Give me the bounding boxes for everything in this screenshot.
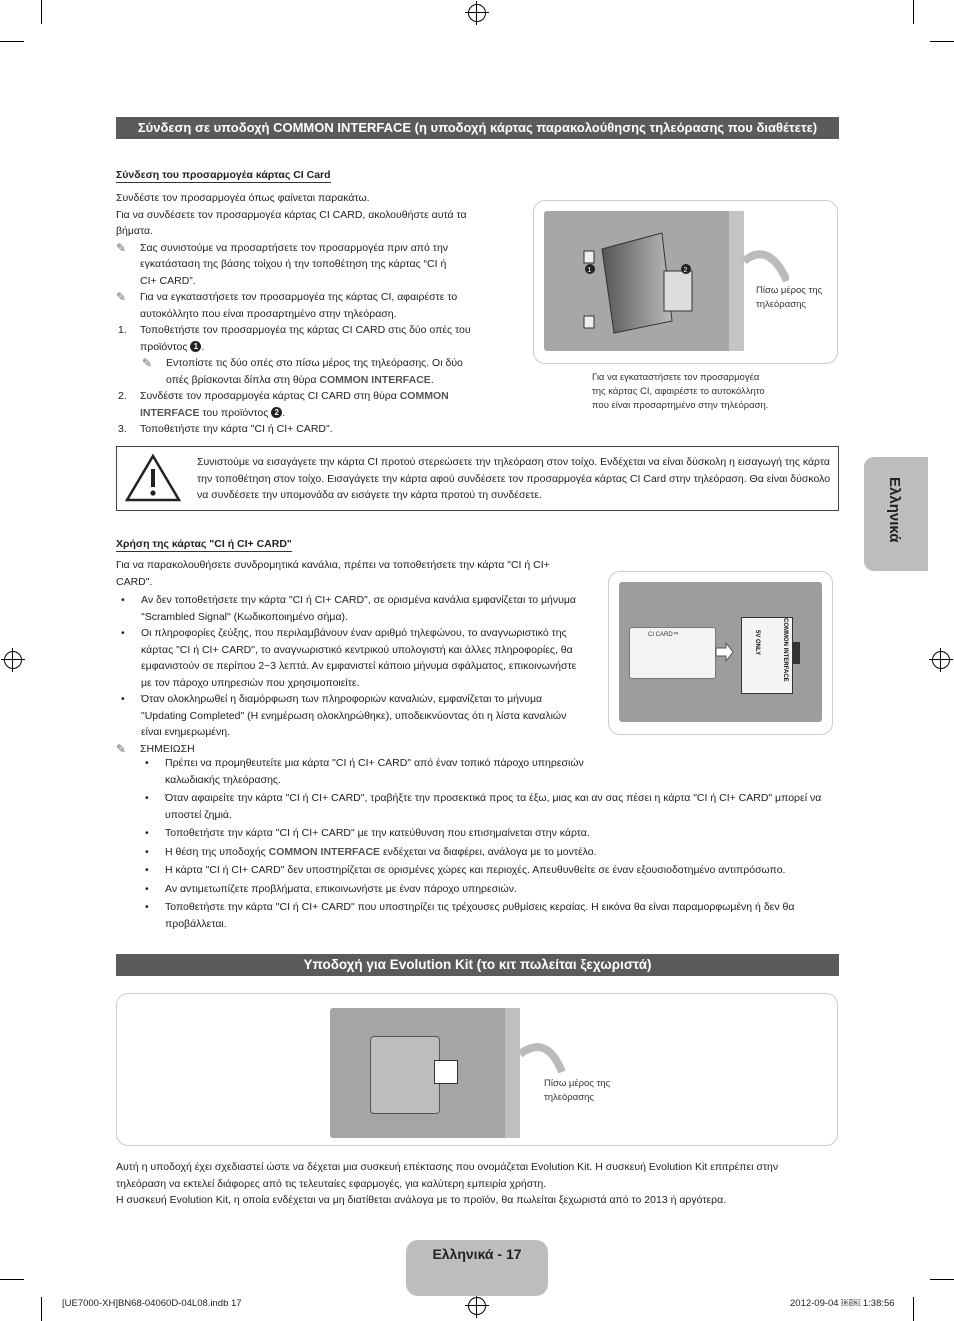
page-number: Ελληνικά - 17: [432, 1246, 522, 1262]
port-name: INTERFACE: [140, 406, 200, 419]
print-file-label: [UE7000-XH]BN68-04060D-04L08.indb 17: [62, 1298, 242, 1309]
list-item: • Η κάρτα "CI ή CI+ CARD" δεν υποστηρίζεται σε ορισμένες χώρες και περιοχές. Απευθυνθείτε σε έναν εξουσιοδοτημένο αντιπρόσωπο.: [140, 862, 840, 879]
port-label: 5V ONLY: [754, 630, 760, 656]
ci-card-icon: [629, 627, 716, 679]
common-interface-port: [741, 617, 793, 694]
note-label: ΣΗΜΕΙΩΣΗ: [140, 742, 195, 755]
arrow-right-icon: [714, 642, 734, 662]
tv-back-illustration: [544, 211, 744, 351]
section-title-common-interface: Σύνδεση σε υποδοχή COMMON INTERFACE (η υποδοχή κάρτας παρακολούθησης τηλεόρασης που διαθέτετε): [116, 117, 839, 139]
section3-body: [116, 1159, 841, 1209]
crop-mark: [913, 1297, 914, 1321]
paragraph: βήματα.: [116, 225, 153, 237]
registration-mark-icon: [468, 1297, 486, 1315]
step-badge: 1: [190, 341, 201, 352]
step-text: Συνδέστε τον προσαρμογέα κάρτας CI CARD στη θύρα: [140, 390, 397, 402]
note-item: [116, 240, 476, 290]
port-label: COMMON INTERFACE: [782, 618, 788, 682]
paragraph: Η συσκευή Evolution Kit, η οποία ενδέχεται να μη διατίθεται ανάλογα με το προϊόν, θα πωλείται ξεχωριστά από το 2013 ή αργότερα.: [116, 1194, 727, 1206]
crop-mark: [930, 1279, 954, 1280]
paragraph: CARD".: [116, 575, 153, 588]
note-text: Για να εγκαταστήσετε τον προσαρμογέα της κάρτας CI, αφαιρέστε το: [140, 291, 458, 303]
registration-mark-icon: [932, 651, 950, 669]
crop-mark: [913, 0, 914, 24]
list-item: [140, 844, 840, 861]
note-icon: ✎: [116, 741, 127, 756]
paragraph: Για να συνδέσετε τον προσαρμογέα κάρτας CI CARD, ακολουθήστε αυτά τα: [116, 208, 467, 221]
step-1: 1. Τοποθετήστε τον προσαρμογέα της κάρτας CI CARD στις δύο οπές του προϊόντος 1 . ✎ Εντοπίστε τις δύο οπές στο πίσω μέρος της τηλεόρασης. Οι δύο οπές βρίσκονται δίπλα στη θύρα COMMON INTERFACE.: [116, 322, 476, 388]
ci-adapter-illustration-panel: [533, 200, 838, 364]
list-item: • Τοποθετήστε την κάρτα "CI ή CI+ CARD" με την κατεύθυνση που επισημαίνεται στην κάρτα.: [140, 825, 840, 842]
list-item: • Αν αντιμετωπίζετε προβλήματα, επικοινωνήστε με έναν πάροχο υπηρεσιών.: [140, 881, 840, 898]
step-text: Τοποθετήστε τον προσαρμογέα της κάρτας CI CARD στις δύο οπές του: [140, 324, 471, 336]
image-label: Πίσω μέρος της τηλεόρασης: [544, 1078, 611, 1103]
page-number-tab: [406, 1240, 548, 1296]
evolution-kit-illustration-panel: [116, 993, 838, 1146]
caption-line: Για να εγκαταστήσετε τον προσαρμογέα: [592, 372, 760, 383]
note-text: Η θέση της υποδοχής: [165, 845, 266, 858]
subsection-title: Χρήση της κάρτας "CI ή CI+ CARD": [116, 538, 292, 550]
note-text: CI+ CARD”.: [140, 274, 196, 287]
note-text: ενδέχεται να διαφέρει, ανάλογα με το μοντέλο.: [382, 845, 597, 858]
connector-icon: [792, 642, 800, 664]
warning-icon: [125, 453, 181, 503]
subsection-heading-2: [116, 536, 292, 553]
step-number: 3.: [118, 423, 127, 435]
note-item: [116, 289, 476, 322]
evolution-kit-device-icon: [370, 1036, 440, 1114]
step-number: 2.: [118, 390, 127, 402]
step-text: του προϊόντος: [202, 406, 269, 419]
caption-line: της κάρτας CI, αφαιρέστε το αυτοκόλλητο: [592, 386, 765, 397]
step-3: [116, 421, 476, 438]
card-label: CI CARD™: [648, 632, 679, 638]
note-icon: ✎: [116, 290, 127, 304]
image-label: Πίσω μέρος της τηλεόρασης: [756, 285, 823, 310]
port-name: COMMON INTERFACE: [319, 373, 431, 386]
paragraph: τηλεόραση να εκτελεί διάφορες από τις τελευταίες εφαρμογές, για καλύτερη εμπειρία χρήστη.: [116, 1177, 547, 1190]
caption-line: που είναι προσαρτημένο στην τηλεόραση.: [592, 400, 769, 411]
step-text: προϊόντος: [140, 340, 188, 353]
language-side-tab: [864, 457, 928, 571]
note-item: ✎ Εντοπίστε τις δύο οπές στο πίσω μέρος της τηλεόρασης. Οι δύο οπές βρίσκονται δίπλα στη θύρα COMMON INTERFACE.: [140, 355, 476, 388]
section1-body: [116, 190, 476, 438]
note-text: Σας συνιστούμε να προσαρτήσετε τον προσαρμογέα πριν από την: [140, 241, 449, 254]
image-caption: [592, 371, 807, 413]
registration-mark-icon: [4, 651, 22, 669]
note-text: εγκατάσταση της βάσης τοίχου ή την τοποθέτηση της κάρτας “CI ή: [140, 258, 447, 270]
list-item: • Τοποθετήστε την κάρτα "CI ή CI+ CARD" που υποστηρίζει τις τρέχουσες ρυθμίσεις κεραίας. Η εικόνα θα είναι παραμορφωμένη ή δεν θα προβάλλεται.: [140, 899, 840, 932]
registration-mark-icon: [468, 4, 486, 22]
section-title-evolution-kit: Υποδοχή για Evolution Kit (το κιτ πωλείται ξεχωριστά): [116, 954, 839, 976]
list-item: • Όταν αφαιρείτε την κάρτα "CI ή CI+ CARD", τραβήξτε την προσεκτικά προς τα έξω, μιας και αν σας πέσει η κάρτα "CI ή CI+ CARD" μπορεί να υποστεί ζημιά.: [140, 790, 840, 823]
warning-text: Συνιστούμε να εισαγάγετε την κάρτα CI προτού στερεώσετε την τηλεόραση στον τοίχο. Ενδέχεται να είναι δύσκολη η εισαγωγή της κάρτα την τοποθέτηση στον τοίχο. Εισαγάγετε την κάρτα αφού συνδέσετε τον προσαρμογέα κάρτας CI Card στην τηλεόραση. Θα είναι δύσκολο να συνδέσετε την υπομονάδα αν εισάγετε την κάρτα προτού τη συνδέσετε.: [197, 456, 831, 501]
subsection-title: Σύνδεση του προσαρμογέα κάρτας CI Card: [116, 169, 331, 181]
connector-icon: [434, 1060, 458, 1084]
note-icon: ✎: [116, 240, 127, 255]
crop-mark: [0, 1279, 24, 1280]
list-item: • Αν δεν τοποθετήσετε την κάρτα "CI ή CI+ CARD", σε ορισμένα κανάλια εμφανίζεται το μήνυμα "Scrambled Signal" (Κωδικοποιημένο σήμα).: [116, 592, 586, 625]
warning-box: [116, 446, 839, 511]
subsection-heading: [116, 167, 331, 184]
step-badge: 2: [271, 407, 282, 418]
crop-mark: [930, 41, 954, 42]
print-date-label: 2012-09-04 ￼￼ 1:38:56: [790, 1298, 895, 1309]
step-2: 2. Συνδέστε τον προσαρμογέα κάρτας CI CARD στη θύρα COMMON INTERFACE του προϊόντος 2 .: [118, 390, 449, 419]
crop-mark: [0, 41, 24, 42]
port-name: COMMON INTERFACE: [268, 845, 381, 858]
note-text: αυτοκόλλητο που είναι προσαρτημένο στην τηλεόραση.: [140, 307, 397, 320]
step-text: Τοποθετήστε την κάρτα "CI ή CI+ CARD".: [140, 423, 333, 435]
ci-card-illustration: [619, 582, 822, 722]
svg-text:2: 2: [683, 267, 688, 274]
paragraph: Για να παρακολουθήσετε συνδρομητικά κανάλια, πρέπει να τοποθετήσετε την κάρτα "CI ή CI+: [116, 559, 550, 571]
list-item: • Οι πληροφορίες ζεύξης, που περιλαμβάνουν έναν αριθμό τηλεφώνου, το αναγνωριστικό της κάρτας "CI ή CI+ CARD", το αναγνωριστικό κεντρικού υπολογιστή και άλλες πληροφορίες, θα εμφανιστούν σε περίπου 2~3 λεπτά. Αν εμφανιστεί κάποιο μήνυμα σφάλματος, επικοινωνήστε με τον πάροχο υπηρεσιών που χρησιμοποιείτε.: [116, 625, 586, 691]
port-name: COMMON: [399, 390, 449, 402]
step-number: 1.: [118, 324, 127, 336]
note-text: Εντοπίστε τις δύο οπές στο πίσω μέρος της τηλεόρασης. Οι δύο: [166, 357, 463, 369]
side-tab-label: Ελληνικά: [886, 477, 903, 543]
list-item: • Πρέπει να προμηθευτείτε μια κάρτα "CI ή CI+ CARD" από έναν τοπικό πάροχο υπηρεσιών καλωδιακής τηλεόρασης.: [140, 755, 840, 788]
note-text: οπές βρίσκονται δίπλα στη θύρα: [166, 373, 317, 386]
paragraph: Συνδέστε τον προσαρμογέα όπως φαίνεται παρακάτω.: [116, 192, 370, 204]
paragraph: Αυτή η υποδοχή έχει σχεδιαστεί ώστε να δέχεται μια συσκευή επέκτασης που ονομάζεται Evolution Kit. Η συσκευή Evolution Kit επιτρέπει στην: [116, 1161, 779, 1173]
note-icon: ✎: [142, 356, 153, 370]
crop-mark: [41, 1297, 42, 1321]
svg-text:1: 1: [587, 267, 592, 274]
ci-adapter-illustration: [544, 211, 744, 351]
section2-body: [116, 557, 586, 757]
evolution-kit-illustration: [330, 1008, 520, 1138]
crop-mark: [41, 0, 42, 24]
list-item: • Όταν ολοκληρωθεί η διαμόρφωση των πληροφοριών καναλιών, εμφανίζεται το μήνυμα "Updating Completed" (Η ενημέρωση ολοκληρώθηκε), υποδεικνύοντας ότι η λίστα καναλιών είναι ενημερωμένη.: [116, 691, 586, 741]
notes-list: [140, 755, 840, 932]
ci-card-illustration-panel: [608, 571, 833, 735]
